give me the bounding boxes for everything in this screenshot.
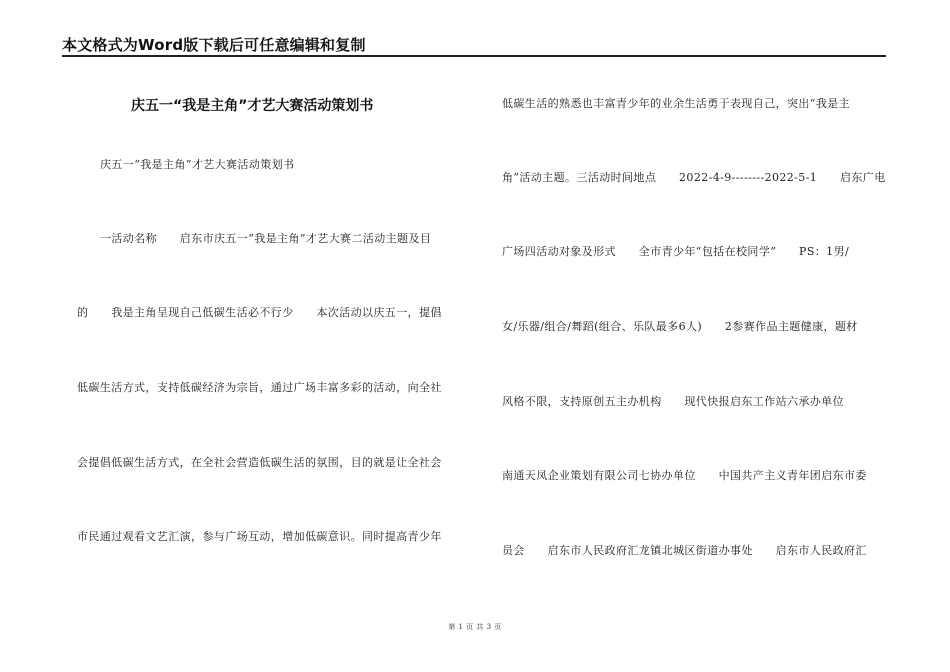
right-line-6: 南通天凤企业策划有限公司七协办单位 中国共产主义青年团启东市委 bbox=[502, 469, 867, 482]
right-line-5: 风格不限，支持原创五主办机构 现代快报启东工作站六承办单位 bbox=[502, 395, 844, 408]
right-line-2: 角”活动主题。三活动时间地点 2022-4-9--------2022-5-1 启东广电 bbox=[502, 171, 886, 184]
right-line-4: 女/乐器/组合/舞蹈(组合、乐队最多6人) 2参赛作品主题健康，题材 bbox=[502, 320, 858, 333]
page-number: 第 1 页 共 3 页 bbox=[448, 623, 502, 631]
right-line-3: 广场四活动对象及形式 全市青少年“包括在校同学” PS：1男/ bbox=[502, 245, 850, 258]
right-line-1: 低碳生活的熟悉也丰富青少年的业余生活勇于表现自己，突出“我是主 bbox=[502, 97, 851, 110]
header-divider bbox=[62, 55, 886, 57]
right-line-7: 员会 启东市人民政府汇龙镇北城区街道办事处 启东市人民政府汇 bbox=[502, 544, 867, 557]
left-line-4: 低碳生活方式，支持低碳经济为宗旨，通过广场丰富多彩的活动，向全社 bbox=[77, 381, 442, 394]
left-line-3: 的 我是主角呈现自己低碳生活必不行少 本次活动以庆五一，提倡 bbox=[77, 306, 442, 319]
left-line-2: 一活动名称 启东市庆五一“我是主角”才艺大赛二活动主题及目 bbox=[100, 232, 432, 245]
download-banner: 本文格式为Word版下载后可任意编辑和复制 bbox=[62, 36, 366, 54]
document-title: 庆五一“我是主角”才艺大赛活动策划书 bbox=[131, 98, 374, 114]
left-line-5: 会提倡低碳生活方式，在全社会营造低碳生活的氛围，目的就是让全社会 bbox=[77, 456, 442, 469]
left-line-1: 庆五一“我是主角”才艺大赛活动策划书 bbox=[100, 158, 295, 171]
left-line-6: 市民通过观看文艺汇演，参与广场互动，增加低碳意识。同时提高青少年 bbox=[77, 530, 442, 543]
